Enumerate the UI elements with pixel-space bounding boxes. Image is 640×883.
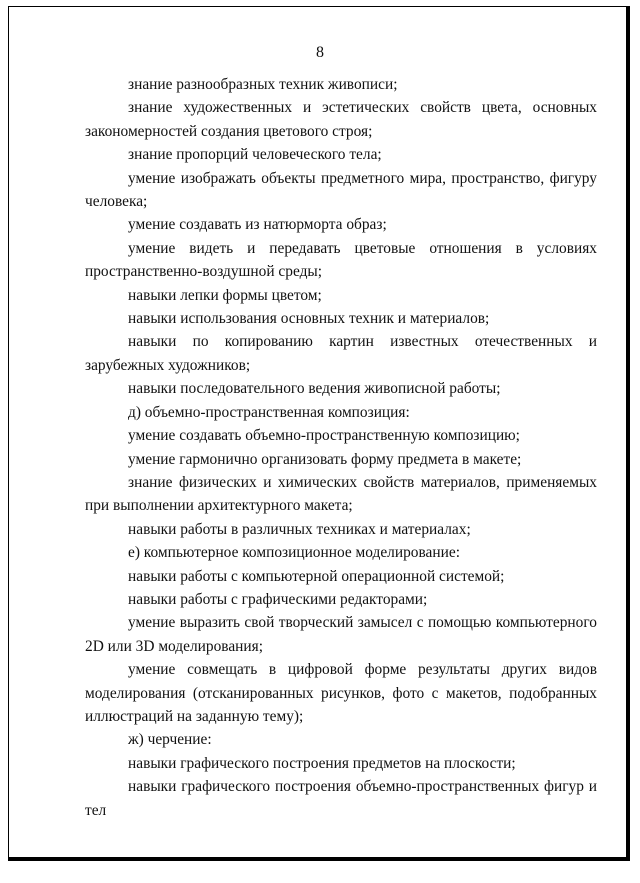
paragraph: умение гармонично организовать форму предмета в макете; xyxy=(128,450,522,468)
page-body xyxy=(85,73,597,822)
paragraph: знание пропорций человеческого тела; xyxy=(128,146,382,164)
paragraph: умение создавать объемно-пространственную композицию; xyxy=(128,427,520,445)
paragraph: умение выразить свой творческий замысел с помощью компьютерного 2D или 3D моделирования; xyxy=(85,614,597,655)
section-heading: е) компьютерное композиционное моделирование: xyxy=(128,544,460,562)
paragraph: знание разнообразных техник живописи; xyxy=(128,76,398,93)
paragraph: навыки графического построения объемно-пространственных фигур и тел xyxy=(85,778,597,819)
paragraph: навыки последовательного ведения живописной работы; xyxy=(128,380,501,398)
paragraph: навыки использования основных техник и материалов; xyxy=(128,310,490,328)
paragraph: знание физических и химических свойств материалов, применяемых при выполнении архитектурного макета; xyxy=(85,473,597,515)
paragraph: умение изображать объекты предметного мира, пространство, фигуру человека; xyxy=(85,169,597,211)
paragraph: знание художественных и эстетических свойств цвета, основных закономерностей создания цветового строя; xyxy=(85,99,597,140)
paragraph: умение совмещать в цифровой форме результаты других видов моделирования (отсканированных рисунков, фото с макетов, подобранных иллюстраций на заданную тему); xyxy=(85,661,597,725)
section-heading: д) объемно-пространственная композиция: xyxy=(128,403,410,421)
paragraph: навыки графического построения предметов на плоскости; xyxy=(128,754,516,772)
page-number: 8 xyxy=(316,44,324,61)
paragraph: умение создавать из натюрморта образ; xyxy=(128,216,387,234)
paragraph: навыки работы с компьютерной операционной системой; xyxy=(128,567,505,585)
paragraph: умение видеть и передавать цветовые отношения в условиях пространственно-воздушной среды; xyxy=(85,239,597,281)
section-heading: ж) черчение: xyxy=(128,731,212,749)
paragraph: навыки лепки формы цветом; xyxy=(128,286,322,304)
paragraph: навыки работы с графическими редакторами; xyxy=(128,590,428,608)
document-page xyxy=(8,6,630,861)
paragraph: навыки работы в различных техниках и материалах; xyxy=(128,520,471,538)
paragraph: навыки по копированию картин известных отечественных и зарубежных художников; xyxy=(85,333,597,374)
